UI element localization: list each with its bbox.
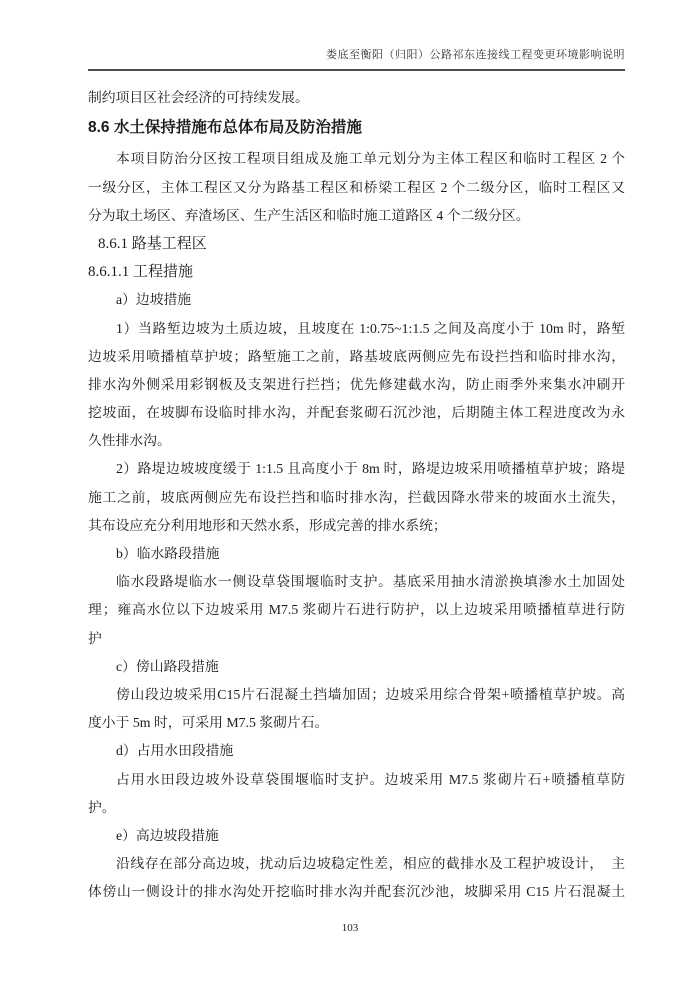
section-heading: 8.6 水土保持措施布总体布局及防治措施 xyxy=(88,119,362,137)
text-line: d）占用水田段措施 xyxy=(116,743,234,759)
text-line: 沿线存在部分高边坡，扰动后边坡稳定性差，相应的截排水及工程护坡设计， 主 xyxy=(116,856,625,872)
text-line: 护。 xyxy=(88,799,116,815)
section-heading: 8.6.1.1 工程措施 xyxy=(88,264,194,281)
text-line: 理；雍高水位以下边坡采用 M7.5 浆砌片石进行防护，以上边坡采用喷播植草进行防 xyxy=(88,602,625,618)
text-line: 施工之前，坡底两侧应先布设拦挡和临时排水沟，拦截因降水带来的坡面水土流失， xyxy=(88,489,625,505)
text-line: 本项目防治分区按工程项目组成及施工单元划分为主体工程区和临时工程区 2 个 xyxy=(116,151,625,167)
header-rule xyxy=(88,69,625,71)
text-line: b）临水路段措施 xyxy=(116,546,220,561)
text-line: 占用水田段边坡外设草袋围堰临时支护。边坡采用 M7.5 浆砌片石+喷播植草防 xyxy=(116,771,625,787)
text-line: c）傍山路段措施 xyxy=(116,658,219,674)
text-line: 度小于 5m 时，可采用 M7.5 浆砌片石。 xyxy=(88,715,329,731)
document-body xyxy=(88,84,625,906)
text-line: 傍山段边坡采用C15片石混凝土挡墙加固；边坡采用综合骨架+喷播植草护坡。高 xyxy=(116,686,625,702)
text-line: 临水段路堤临水一侧设草袋围堰临时支护。基底采用抽水清淤换填渗水土加固处 xyxy=(116,574,625,590)
text-line: 分为取土场区、弃渣场区、生产生活区和临时施工道路区 4 个二级分区。 xyxy=(88,207,530,223)
text-line: e）高边坡段措施 xyxy=(116,827,219,843)
text-line: a）边坡措施 xyxy=(116,292,192,308)
text-line: 护 xyxy=(88,630,102,646)
page-number: 103 xyxy=(341,922,359,934)
text-line: 体傍山一侧设计的排水沟处开挖临时排水沟并配套沉沙池，坡脚采用 C15 片石混凝土 xyxy=(88,884,625,900)
text-line: 久性排水沟。 xyxy=(88,433,171,449)
text-line: 1）当路堑边坡为土质边坡，且坡度在 1:0.75~1:1.5 之间及高度小于 10m 时，路堑 xyxy=(116,320,625,336)
text-line: 挖坡面，在坡脚布设临时排水沟，并配套浆砌石沉沙池，后期随主体工程进度改为永 xyxy=(88,405,625,421)
text-line: 排水沟外侧采用彩钢板及支架进行拦挡；优先修建截水沟，防止雨季外来集水冲刷开 xyxy=(88,376,625,392)
section-heading: 8.6.1 路基工程区 xyxy=(98,235,207,252)
text-line: 边坡采用喷播植草护坡；路堑施工之前，路基坡底两侧应先布设拦挡和临时排水沟， xyxy=(88,348,625,364)
text-line: 其布设应充分利用地形和天然水系，形成完善的排水系统； xyxy=(88,517,447,533)
text-line: 一级分区，主体工程区又分为路基工程区和桥梁工程区 2 个二级分区，临时工程区又 xyxy=(88,179,625,195)
text-line: 制约项目区社会经济的可持续发展。 xyxy=(88,90,309,105)
text-line: 2）路堤边坡坡度缓于 1:1.5 且高度小于 8m 时，路堤边坡采用喷播植草护坡；路堤 xyxy=(116,461,625,477)
page-header: 娄底至衡阳（归阳）公路祁东连接线工程变更环境影响说明 xyxy=(326,49,625,61)
